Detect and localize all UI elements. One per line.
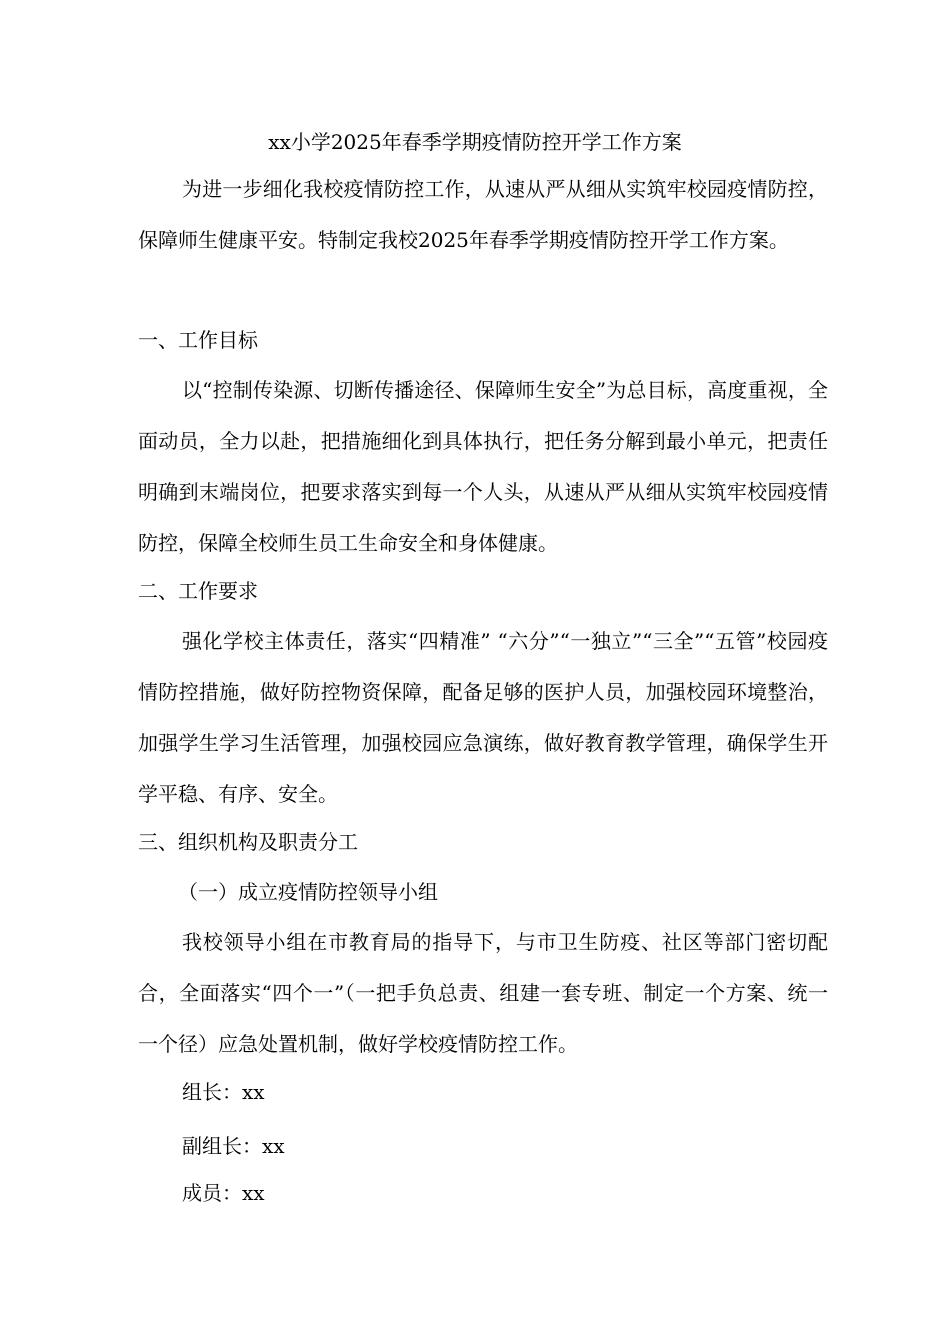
document-title: xx小学2025年春季学期疫情防控开学工作方案 [268, 130, 682, 154]
intro-paragraph: 为进一步细化我校疫情防控工作，从速从严从细从实筑牢校园疫情防控，保障师生健康平安。特制定我校2025年春季学期疫情防控开学工作方案。 [138, 177, 828, 252]
group-leader-line: 组长：xx [182, 1080, 265, 1104]
section-heading-requirements: 二、工作要求 [138, 579, 258, 603]
goals-paragraph: 以“控制传染源、切断传播途径、保障师生安全”为总目标，高度重视，全面动员，全力以赴，把措施细化到具体执行，把任务分解到最小单元，把责任明确到末端岗位，把要求落实到每一个人头，从速从严从细从实筑牢校园疫情防控，保障全校师生员工生命安全和身体健康。 [138, 378, 828, 555]
leadership-group-paragraph: 我校领导小组在市教育局的指导下，与市卫生防疫、社区等部门密切配合，全面落实“四个一”（一把手负总责、组建一套专班、制定一个方案、统一一个径）应急处置机制，做好学校疫情防控工作。 [138, 930, 828, 1056]
requirements-paragraph: 强化学校主体责任，落实“四精准” “六分”“一独立”“三全”“五管”校园疫情防控措施，做好防控物资保障，配备足够的医护人员，加强校园环境整治，加强学生学习生活管理，加强校园应急演练，做好教育教学管理，确保学生开学平稳、有序、安全。 [138, 629, 828, 806]
section-heading-goals: 一、工作目标 [138, 328, 258, 352]
subsection-heading-leadership-group: （一）成立疫情防控领导小组 [178, 880, 438, 904]
members-line: 成员：xx [182, 1181, 265, 1205]
deputy-leader-line: 副组长：xx [182, 1134, 285, 1158]
section-heading-organization: 三、组织机构及职责分工 [138, 830, 358, 854]
